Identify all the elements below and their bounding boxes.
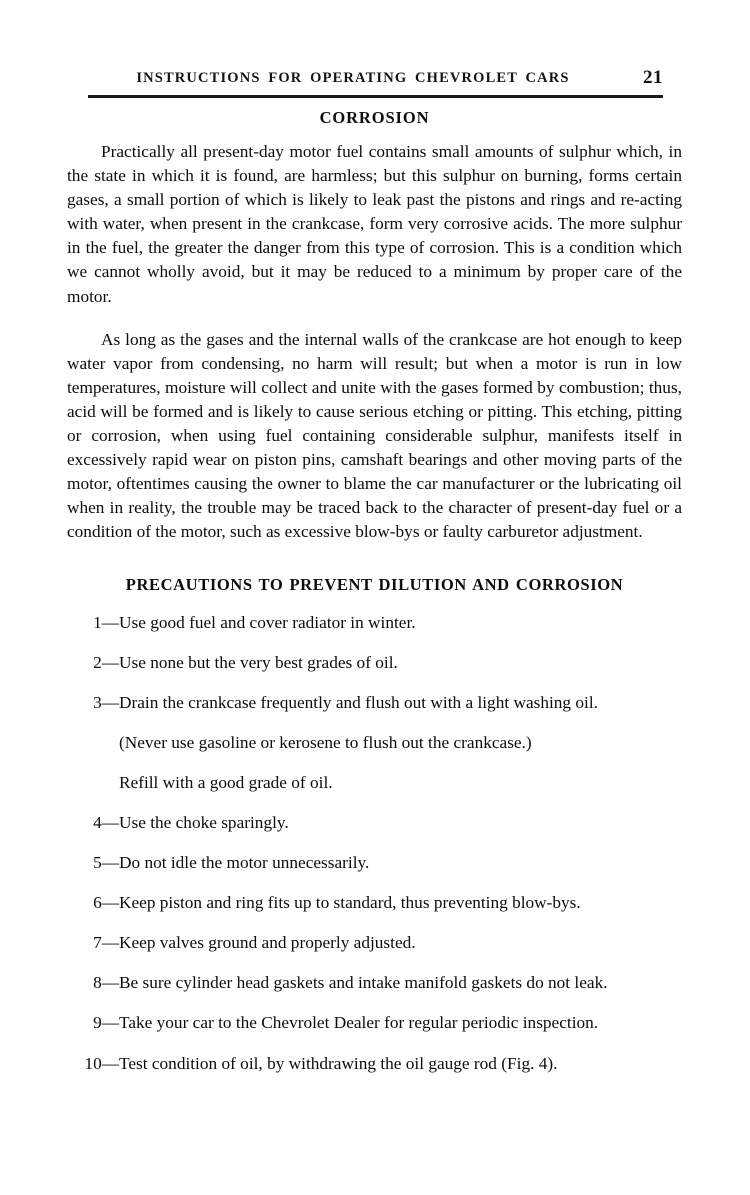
list-item-text: Drain the crankcase frequently and flush out with a light washing oil. bbox=[119, 692, 598, 712]
list-item-number: 1— bbox=[93, 612, 119, 632]
list-item-note-refill: Refill with a good grade of oil. bbox=[119, 772, 333, 792]
subhead-spacer bbox=[67, 545, 682, 575]
list-item bbox=[67, 611, 682, 635]
list-item-number: 6— bbox=[93, 893, 119, 913]
body-paragraph-2: As long as the gases and the internal walls of the crankcase are hot enough to keep water vapor from condensing, no harm will result; but when a motor is run in low temperatures, moisture will collect and unite with the gases formed by combustion; thus, acid will be formed and is likely to cause serious etching or pitting. This etching, pitting or corrosion, when using fuel containing considerable sulphur, manifests itself in excessively rapid wear on piston pins, camshaft bearings and other moving parts of the motor, oftentimes causing the owner to blame the car manufacturer or the lubricating oil when in reality, the trouble may be traced back to the character of present-day fuel or a condition of the motor, such as excessive blow-bys or faulty carburetor adjustment. bbox=[67, 329, 682, 542]
list-item-text: Use good fuel and cover radiator in winter. bbox=[119, 612, 416, 632]
section-title: CORROSION bbox=[319, 108, 430, 127]
list-item-text: Use none but the very best grades of oil. bbox=[119, 652, 398, 672]
list-item-number: 2— bbox=[93, 652, 119, 672]
list-item-number: 4— bbox=[93, 812, 119, 832]
list-item bbox=[67, 691, 682, 715]
list-item-text: Use the choke sparingly. bbox=[119, 812, 289, 832]
page-content bbox=[67, 108, 682, 1076]
list-item bbox=[67, 1011, 682, 1035]
body-paragraph-1: Practically all present-day motor fuel contains small amounts of sulphur which, in the state in which it is found, are harmless; but this sulphur on burning, forms certain gases, a small portion of which is likely to leak past the pistons and rings and re-acting with water, when present in the crankcase, form very corrosive acids. The more sulphur in the fuel, the greater the danger from this type of corrosion. This is a condition which we cannot wholly avoid, but it may be reduced to a minimum by proper care of the motor. bbox=[67, 142, 682, 306]
precautions-list bbox=[67, 611, 682, 1076]
paragraph-spacer bbox=[67, 315, 682, 328]
list-item-number: 7— bbox=[93, 933, 119, 953]
list-item bbox=[67, 851, 682, 875]
page-number: 21 bbox=[643, 67, 663, 88]
list-item-text: Keep valves ground and properly adjusted. bbox=[119, 933, 416, 953]
list-item-text: Be sure cylinder head gaskets and intake manifold gaskets do not leak. bbox=[119, 973, 608, 993]
list-item-text: Keep piston and ring fits up to standard, thus preventing blow-bys. bbox=[119, 893, 581, 913]
list-item bbox=[67, 1052, 682, 1076]
list-item-text: Do not idle the motor unnecessarily. bbox=[119, 853, 370, 873]
list-item-number: 3— bbox=[93, 692, 119, 712]
list-item bbox=[67, 971, 682, 995]
header-rule bbox=[88, 95, 663, 98]
list-item-text: Test condition of oil, by withdrawing the oil gauge rod (Fig. 4). bbox=[119, 1053, 558, 1073]
list-item bbox=[67, 811, 682, 835]
precautions-heading: PRECAUTIONS TO PREVENT DILUTION AND CORROSION bbox=[125, 574, 624, 594]
list-item-number: 9— bbox=[93, 1013, 119, 1033]
list-item bbox=[67, 931, 682, 955]
list-item bbox=[67, 651, 682, 675]
list-item-text: Take your car to the Chevrolet Dealer for regular periodic inspection. bbox=[119, 1013, 599, 1033]
running-head bbox=[88, 67, 663, 92]
list-item-number: 10— bbox=[84, 1053, 119, 1073]
list-item-number: 8— bbox=[93, 973, 119, 993]
list-item-number: 5— bbox=[93, 853, 119, 873]
running-head-title: INSTRUCTIONS FOR OPERATING CHEVROLET CARS bbox=[136, 70, 570, 86]
list-item bbox=[67, 891, 682, 915]
list-item-note-never-use: (Never use gasoline or kerosene to flush out the crankcase.) bbox=[119, 732, 532, 752]
